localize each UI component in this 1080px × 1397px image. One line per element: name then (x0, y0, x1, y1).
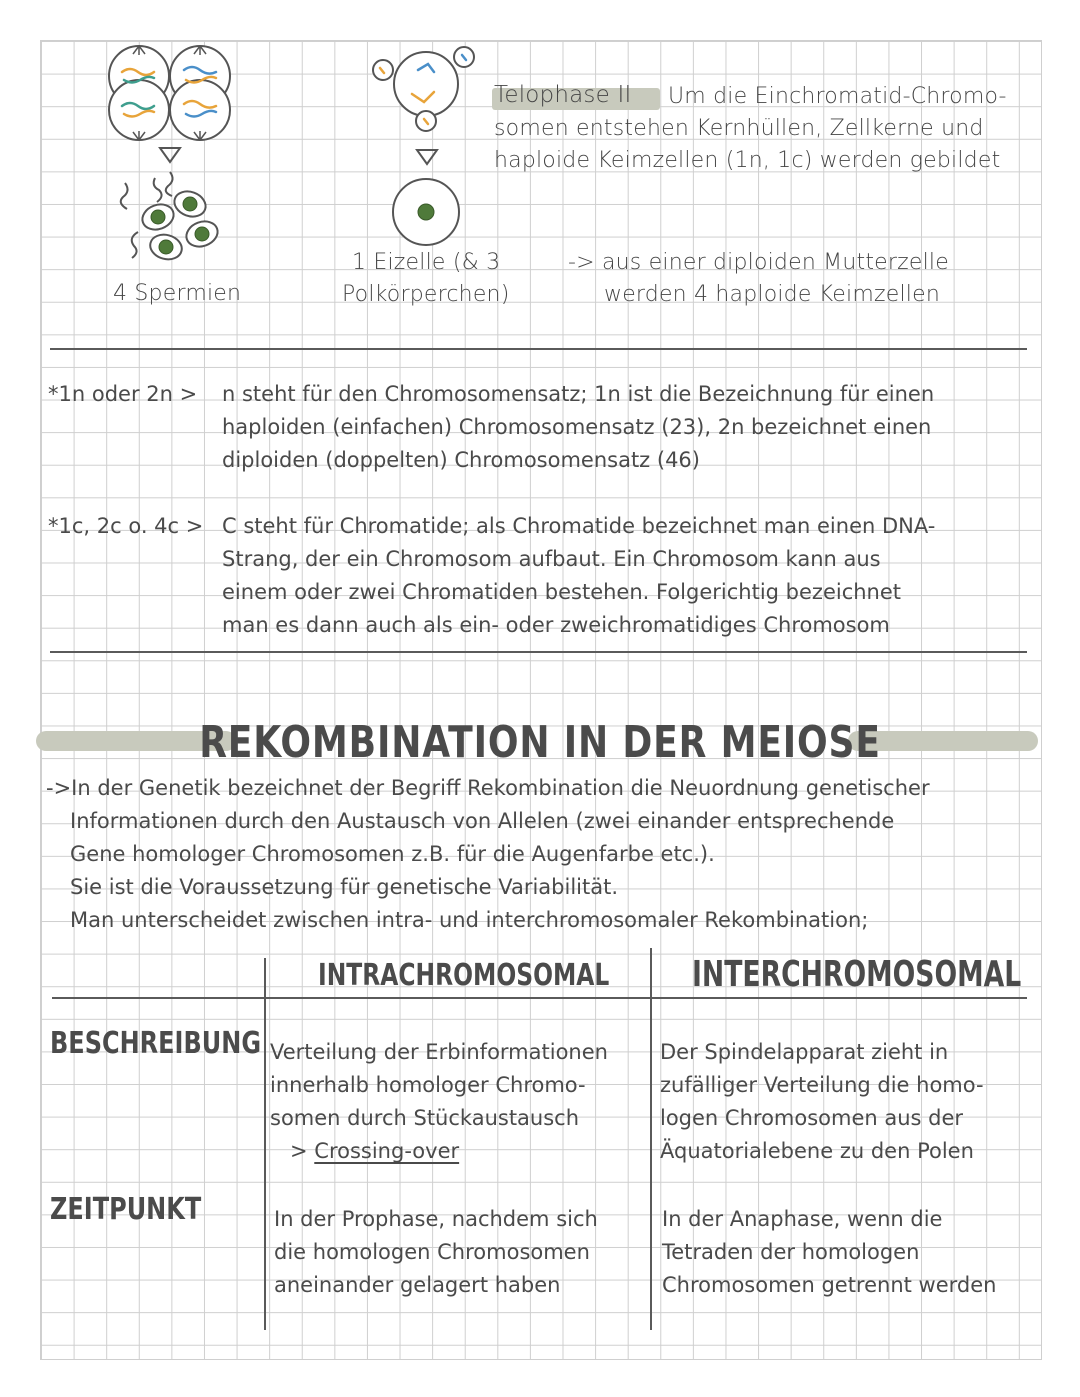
inter-desc-line-2: zufälliger Verteilung die homo- (660, 1073, 984, 1097)
intra-time-line-2: die homologen Chromosomen (274, 1240, 590, 1264)
footnote-1-line-3: diploiden (doppelten) Chromosomensatz (46) (222, 448, 700, 472)
intra-desc-line-3: somen durch Stückaustausch (270, 1106, 580, 1130)
col-header-intra: INTRACHROMOSOMAL (318, 958, 610, 993)
footnote-1-key: *1n oder 2n > (48, 382, 198, 406)
result-line-2: werden 4 haploide Keimzellen (604, 282, 940, 307)
footnote-2-line-2: Strang, der ein Chromosom aufbaut. Ein Chromosom kann aus (222, 547, 881, 571)
intra-desc-line-1: Verteilung der Erbinformationen (270, 1040, 608, 1064)
inter-desc-line-3: logen Chromosomen aus der (660, 1106, 964, 1130)
result-line-1: -> aus einer diploiden Mutterzelle (568, 250, 949, 275)
col-header-inter: INTERCHROMOSOMAL (692, 954, 1022, 995)
footnote-2-line-4: man es dann auch als ein- oder zweichromatidiges Chromosom (222, 613, 890, 637)
intro-line-3: Gene homologer Chromosomen z.B. für die Augenfarbe etc.). (70, 842, 715, 866)
divider-2 (50, 651, 1027, 653)
intro-line-5: Man unterscheidet zwischen intra- und interchromosomaler Rekombination; (70, 908, 869, 932)
intro-line-4: Sie ist die Voraussetzung für genetische Variabilität. (70, 875, 619, 899)
inter-desc-line-1: Der Spindelapparat zieht in (660, 1040, 949, 1064)
footnote-1-line-1: n steht für den Chromosomensatz; 1n ist die Bezeichnung für einen (222, 382, 935, 406)
table-vline-1 (264, 958, 266, 1330)
telophase-line-2: somen entstehen Kernhüllen, Zellkerne und (494, 116, 984, 141)
intra-time-line-1: In der Prophase, nachdem sich (274, 1207, 598, 1231)
footnote-2-key: *1c, 2c o. 4c > (48, 514, 204, 538)
telophase-heading: Telophase II (494, 82, 632, 108)
triangle-arrow-icon (160, 148, 180, 162)
inter-time-line-1: In der Anaphase, wenn die (662, 1207, 943, 1231)
divider-1 (50, 348, 1027, 350)
egg-label-line-2: Polkörperchen) (342, 282, 510, 307)
intra-time-line-3: aneinander gelagert haben (274, 1273, 561, 1297)
four-daughter-cells (109, 46, 230, 140)
crossing-over-label: > Crossing-over (290, 1139, 460, 1163)
egg-label-line-1: 1 Eizelle (& 3 (352, 250, 501, 275)
table-header-line (52, 997, 1027, 999)
telophase-line-3: haploide Keimzellen (1n, 1c) werden gebildet (494, 148, 1001, 173)
inter-time-line-2: Tetraden der homologen (662, 1240, 920, 1264)
inter-time-line-3: Chromosomen getrennt werden (662, 1273, 997, 1297)
sperm-label: 4 Spermien (113, 281, 242, 306)
intra-desc-line-2: innerhalb homologer Chromo- (270, 1073, 586, 1097)
egg-nucleus (418, 204, 434, 220)
row-label-beschreibung: BESCHREIBUNG (50, 1026, 262, 1061)
crossing-over-underlined: Crossing-over (314, 1139, 460, 1163)
table-vline-2 (650, 948, 652, 1330)
section-title: REKOMBINATION IN DER MEIOSE (199, 717, 881, 768)
row-label-zeitpunkt: ZEITPUNKT (50, 1192, 202, 1227)
telophase-line-1: Um die Einchromatid-Chromo- (668, 84, 1007, 109)
footnote-2-line-3: einem oder zwei Chromatiden bestehen. Folgerichtig bezeichnet (222, 580, 902, 604)
secondary-oocyte (394, 52, 458, 116)
intro-line-2: Informationen durch den Austausch von Allelen (zwei einander entsprechende (70, 809, 895, 833)
footnote-1-line-2: haploiden (einfachen) Chromosomensatz (23), 2n bezeichnet einen (222, 415, 932, 439)
footnote-2-line-1: C steht für Chromatide; als Chromatide bezeichnet man einen DNA- (222, 514, 936, 538)
intro-line-1: ->In der Genetik bezeichnet der Begriff Rekombination die Neuordnung genetischer (46, 776, 930, 800)
inter-desc-line-4: Äquatorialebene zu den Polen (660, 1139, 974, 1163)
triangle-arrow-icon-2 (417, 150, 437, 164)
